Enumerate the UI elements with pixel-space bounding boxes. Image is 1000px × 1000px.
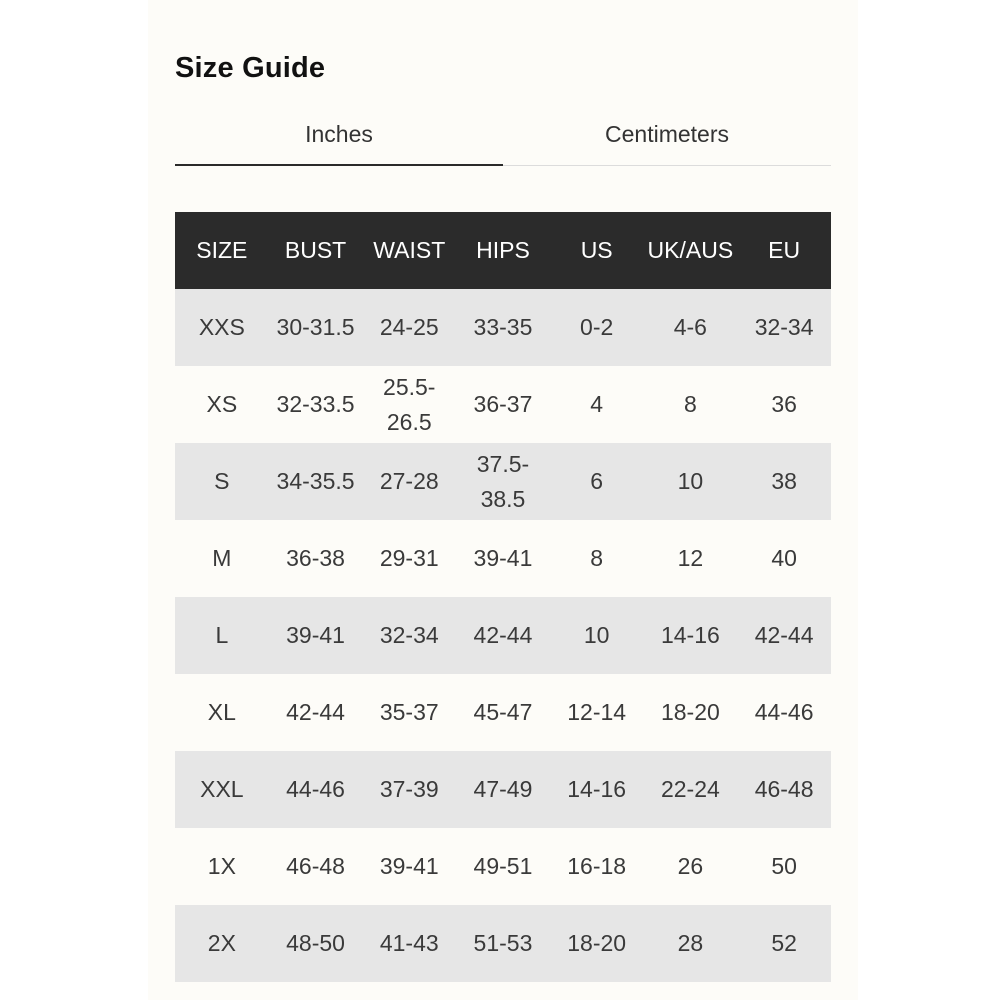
cell-eu: 44-46 [737,674,831,751]
cell-size: XS [175,366,269,443]
cell-uk-aus: 10 [644,443,738,520]
cell-waist: 27-28 [362,443,456,520]
cell-bust: 30-31.5 [269,289,363,366]
cell-size: XL [175,674,269,751]
unit-tabs [175,106,831,168]
cell-bust: 39-41 [269,597,363,674]
page-title: Size Guide [175,52,326,84]
cell-waist: 35-37 [362,674,456,751]
cell-uk-aus: 26 [644,828,738,905]
cell-hips: 33-35 [456,289,550,366]
cell-us: 0-2 [550,289,644,366]
cell-uk-aus: 12 [644,520,738,597]
cell-uk-aus: 4-6 [644,289,738,366]
cell-eu: 46-48 [737,751,831,828]
cell-waist: 32-34 [362,597,456,674]
cell-hips: 45-47 [456,674,550,751]
cell-size: S [175,443,269,520]
table-header-row [175,212,831,289]
cell-uk-aus: 22-24 [644,751,738,828]
cell-bust: 42-44 [269,674,363,751]
cell-us: 4 [550,366,644,443]
size-table [175,212,831,982]
cell-size: M [175,520,269,597]
cell-eu: 50 [737,828,831,905]
cell-waist: 41-43 [362,905,456,982]
cell-bust: 34-35.5 [269,443,363,520]
cell-hips: 37.5- 38.5 [456,443,550,520]
cell-bust: 44-46 [269,751,363,828]
cell-us: 10 [550,597,644,674]
cell-us: 16-18 [550,828,644,905]
cell-size: XXS [175,289,269,366]
header-waist: WAIST [362,212,456,289]
cell-bust: 32-33.5 [269,366,363,443]
cell-size: 2X [175,905,269,982]
cell-bust: 46-48 [269,828,363,905]
cell-uk-aus: 8 [644,366,738,443]
cell-eu: 36 [737,366,831,443]
cell-eu: 38 [737,443,831,520]
table-row [175,366,831,443]
table-row [175,905,831,982]
table-row [175,289,831,366]
tab-centimeters[interactable]: Centimeters [605,121,729,147]
cell-eu: 32-34 [737,289,831,366]
header-uk-aus: UK/AUS [644,212,738,289]
cell-hips: 49-51 [456,828,550,905]
cell-bust: 36-38 [269,520,363,597]
table-row [175,828,831,905]
cell-uk-aus: 28 [644,905,738,982]
cell-eu: 40 [737,520,831,597]
table-row [175,443,831,520]
cell-us: 6 [550,443,644,520]
tab-divider [503,165,831,166]
header-eu: EU [737,212,831,289]
cell-hips: 51-53 [456,905,550,982]
cell-hips: 39-41 [456,520,550,597]
header-us: US [550,212,644,289]
cell-us: 12-14 [550,674,644,751]
cell-us: 18-20 [550,905,644,982]
cell-waist: 24-25 [362,289,456,366]
cell-size: L [175,597,269,674]
cell-uk-aus: 18-20 [644,674,738,751]
active-tab-indicator [175,164,503,166]
cell-hips: 42-44 [456,597,550,674]
tab-inches[interactable]: Inches [305,121,373,147]
cell-hips: 36-37 [456,366,550,443]
table-row [175,597,831,674]
cell-bust: 48-50 [269,905,363,982]
cell-size: XXL [175,751,269,828]
cell-waist: 25.5- 26.5 [362,366,456,443]
cell-waist: 37-39 [362,751,456,828]
cell-waist: 29-31 [362,520,456,597]
header-size: SIZE [175,212,269,289]
cell-size: 1X [175,828,269,905]
table-row [175,751,831,828]
table-row [175,674,831,751]
cell-hips: 47-49 [456,751,550,828]
table-body [175,289,831,982]
cell-eu: 42-44 [737,597,831,674]
cell-waist: 39-41 [362,828,456,905]
header-bust: BUST [269,212,363,289]
header-hips: HIPS [456,212,550,289]
cell-us: 8 [550,520,644,597]
table-row [175,520,831,597]
cell-us: 14-16 [550,751,644,828]
cell-eu: 52 [737,905,831,982]
cell-uk-aus: 14-16 [644,597,738,674]
